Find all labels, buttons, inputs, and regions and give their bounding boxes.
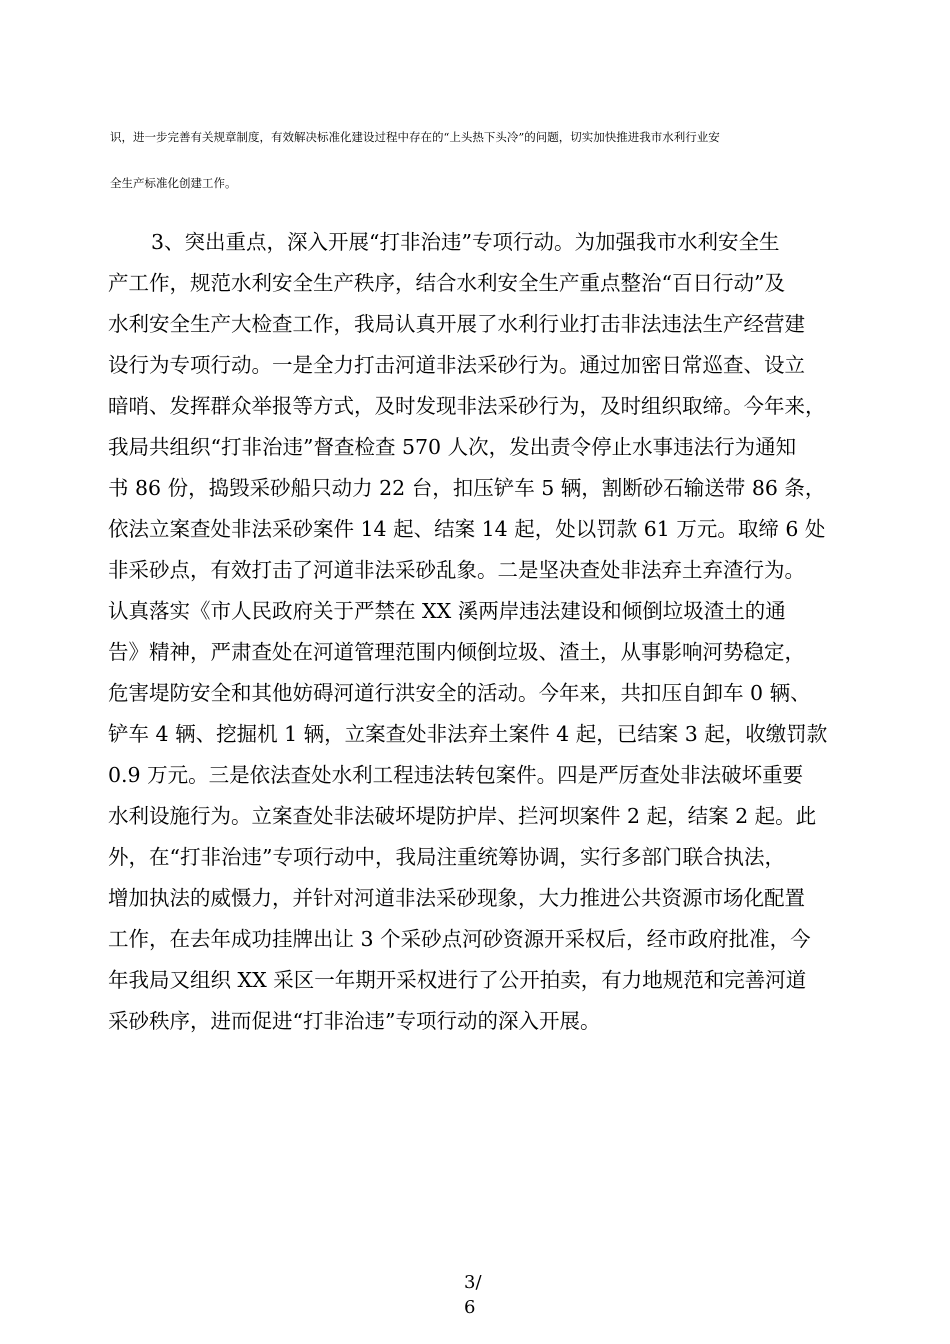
paragraph-line: 书 86 份，捣毁采砂船只动力 22 台，扣压铲车 5 辆，割断砂石输送带 86 条， — [108, 476, 826, 500]
paragraph-line: 水利设施行为。立案查处非法破坏堤防护岸、拦河坝案件 2 起，结案 2 起。此 — [108, 804, 817, 828]
paragraph-line: 铲车 4 辆、挖掘机 1 辆，立案查处非法弃土案件 4 起，已结案 3 起，收缴罚款 — [108, 722, 828, 746]
paragraph-line: 设行为专项行动。一是全力打击河道非法采砂行为。通过加密日常巡查、设立 — [108, 353, 805, 377]
paragraph-line: 我局共组织“打非治违”督查检查 570 人次，发出责令停止水事违法行为通知 — [108, 435, 797, 459]
paragraph-line: 暗哨、发挥群众举报等方式，及时发现非法采砂行为，及时组织取缔。今年来， — [108, 394, 826, 418]
page-number-current: 3/ — [464, 1272, 482, 1293]
paragraph-line: 工作，在去年成功挂牌出让 3 个采砂点河砂资源开采权后，经市政府批准，今 — [108, 927, 811, 951]
paragraph-line: 0.9 万元。三是依法查处水利工程违法转包案件。四是严厉查处非法破坏重要 — [108, 763, 804, 787]
paragraph-line: 认真落实《市人民政府关于严禁在 XX 溪两岸违法建设和倾倒垃圾渣土的通 — [108, 599, 786, 623]
paragraph-line: 告》精神，严肃查处在河道管理范围内倾倒垃圾、渣土，从事影响河势稳定， — [108, 640, 805, 664]
intro-line-2: 全生产标准化创建工作。 — [110, 176, 237, 190]
paragraph-line: 水利安全生产大检查工作，我局认真开展了水利行业打击非法违法生产经营建 — [108, 312, 805, 336]
paragraph-line: 3、突出重点，深入开展“打非治违”专项行动。为加强我市水利安全生 — [151, 230, 780, 254]
paragraph-line: 危害堤防安全和其他妨碍河道行洪安全的活动。今年来，共扣压自卸车 0 辆、 — [108, 681, 811, 705]
page-number-total: 6 — [464, 1297, 476, 1318]
paragraph-line: 外，在“打非治违”专项行动中，我局注重统筹协调，实行多部门联合执法， — [108, 845, 785, 869]
paragraph-line: 产工作，规范水利安全生产秩序，结合水利安全生产重点整治“百日行动”及 — [108, 271, 785, 295]
paragraph-line: 年我局又组织 XX 采区一年期开采权进行了公开拍卖，有力地规范和完善河道 — [108, 968, 807, 992]
paragraph-line: 非采砂点，有效打击了河道非法采砂乱象。二是坚决查处非法弃土弃渣行为。 — [108, 558, 805, 582]
paragraph-line: 采砂秩序，进而促进“打非治违”专项行动的深入开展。 — [108, 1009, 601, 1033]
paragraph-line: 增加执法的威慑力，并针对河道非法采砂现象，大力推进公共资源市场化配置 — [108, 886, 805, 910]
intro-line-1: 识，进一步完善有关规章制度，有效解决标准化建设过程中存在的“上头热下头冷”的问题，切实加快推进我市水利行业安 — [110, 130, 720, 144]
paragraph-line: 依法立案查处非法采砂案件 14 起、结案 14 起，处以罚款 61 万元。取缔 6 处 — [108, 517, 826, 541]
